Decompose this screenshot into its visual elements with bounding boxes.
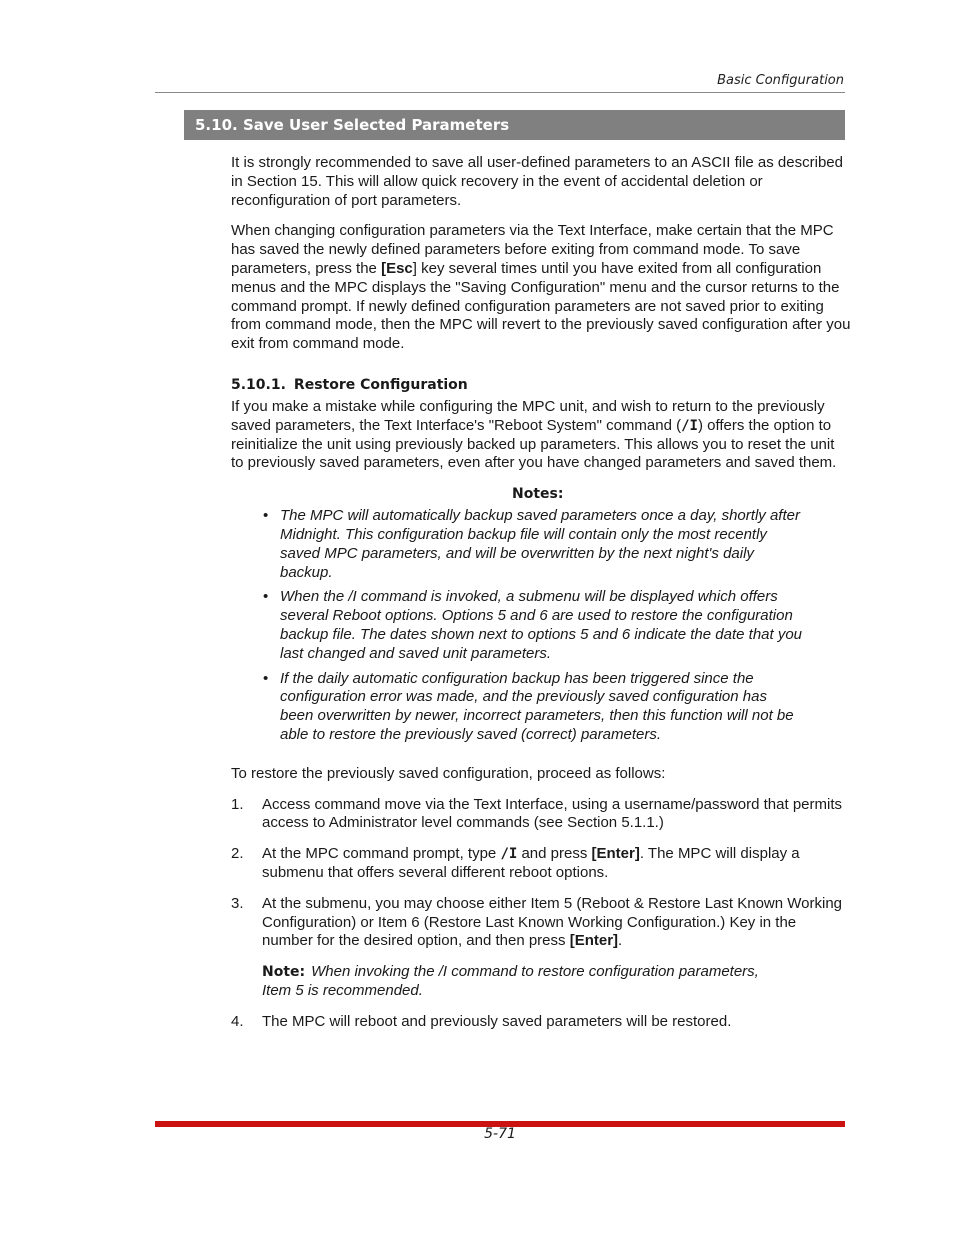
section-heading-bar xyxy=(184,110,845,140)
step-number: 4. xyxy=(231,1012,244,1030)
running-header: Basic Configuration xyxy=(717,73,844,88)
restore-paragraph-text-2: ) offers the option to reinitialize the unit using previously backed up parameters. This allows you to reset the unit to previously saved parameters, even after you have changed parameters and saved them. xyxy=(231,416,837,472)
note-text: The MPC will automatically backup saved parameters once a day, shortly after Midnight. This configuration backup file will contain only the most recently saved MPC parameters, and will be overwritten by the next night's daily backup. xyxy=(280,507,800,581)
subsection-title: Restore Configuration xyxy=(293,376,468,393)
bullet-icon: • xyxy=(263,588,269,606)
note-item xyxy=(263,670,803,745)
step-text: and press xyxy=(517,845,592,863)
section-title: Save User Selected Parameters xyxy=(242,116,510,134)
enter-key-label: [Enter] xyxy=(591,845,640,863)
step-number: 1. xyxy=(231,795,244,813)
subsection-heading xyxy=(231,376,851,394)
procedure-step xyxy=(231,845,851,883)
notes-heading-text: Notes xyxy=(512,486,558,503)
restore-paragraph xyxy=(231,398,851,473)
section-number: 5.10. xyxy=(195,116,238,134)
note-text: If the daily automatic configuration backup has been triggered since the configuration error was made, and the previously saved configuration has been overwritten by newer, incorrect parameters, then this function will not be able to restore the previously saved (correct) parameters. xyxy=(280,669,794,743)
note-item xyxy=(263,588,803,663)
step-number: 2. xyxy=(231,845,244,863)
step-text: The MPC will reboot and previously saved parameters will be restored. xyxy=(262,1012,732,1030)
reboot-command-code: /I xyxy=(681,417,698,434)
procedure-step xyxy=(231,1013,851,1032)
save-paragraph-text-1: When changing configuration parameters via the Text Interface, make certain that the MPC has saved the newly defined parameters before exiting from command mode. To save parameters, press the xyxy=(231,222,834,277)
esc-key-label: [Esc xyxy=(381,259,413,277)
notes-heading xyxy=(512,485,851,503)
inline-note xyxy=(231,963,782,1001)
enter-key-label: [Enter] xyxy=(569,932,619,950)
procedure-steps-final xyxy=(231,1013,851,1032)
step-text: Access command move via the Text Interface, using a username/password that permits access to Administrator level commands (see Section 5.1.1.) xyxy=(262,795,842,832)
inline-note-text: When invoking the /I command to restore configuration parameters, Item 5 is recommended. xyxy=(262,963,759,999)
procedure-step xyxy=(231,796,851,834)
note-item xyxy=(263,507,803,582)
note-text: When the /I command is invoked, a submenu will be displayed which offers several Reboot options. Options 5 and 6 are used to restore the configuration backup file. The dates shown next to options 5 and 6 indicate the date that you last changed and saved unit parameters. xyxy=(280,588,803,662)
procedure-steps xyxy=(231,796,851,952)
bullet-icon: • xyxy=(263,507,269,525)
bullet-icon: • xyxy=(263,669,269,687)
step-text: At the MPC command prompt, type xyxy=(262,845,501,863)
reboot-command-code: /I xyxy=(500,846,518,863)
step-text: At the submenu, you may choose either Item 5 (Reboot & Restore Last Known Working Configuration) or Item 6 (Restore Last Known Working Configuration.) Key in the number for the desired option, and then press xyxy=(262,894,843,950)
page-number: 5-71 xyxy=(484,1126,516,1142)
step-text: . The MPC will display a submenu that offers several different reboot options. xyxy=(262,845,800,881)
intro-paragraph: It is strongly recommended to save all user-defined parameters to an ASCII file as described in Section 15. This will allow quick recovery in the event of accidental deletion or reconfiguration of port parameters. xyxy=(231,154,843,209)
header-rule xyxy=(155,92,845,93)
notes-heading-colon: : xyxy=(557,486,564,503)
step-text: . xyxy=(618,932,623,950)
procedure-lead: To restore the previously saved configuration, proceed as follows: xyxy=(231,764,666,782)
procedure-step xyxy=(231,895,851,951)
step-number: 3. xyxy=(231,894,244,912)
page-content xyxy=(231,154,851,1043)
save-paragraph xyxy=(231,222,851,354)
restore-paragraph-text-1: If you make a mistake while configuring the MPC unit, and wish to return to the previously saved parameters, the Text Interface's "Reboot System" command ( xyxy=(231,397,825,434)
subsection-number: 5.10.1. xyxy=(231,376,286,393)
inline-note-label: Note: xyxy=(262,964,306,981)
save-paragraph-text-2: ] key several times until you have exited from all configuration menus and the MPC displays the "Saving Configuration" menu and the cursor returns to the command prompt. If newly defined configuration parameters are not saved prior to exiting from command mode, then the MPC will revert to the previously saved configuration after you exit from command mode. xyxy=(231,259,851,353)
notes-list xyxy=(231,507,803,745)
